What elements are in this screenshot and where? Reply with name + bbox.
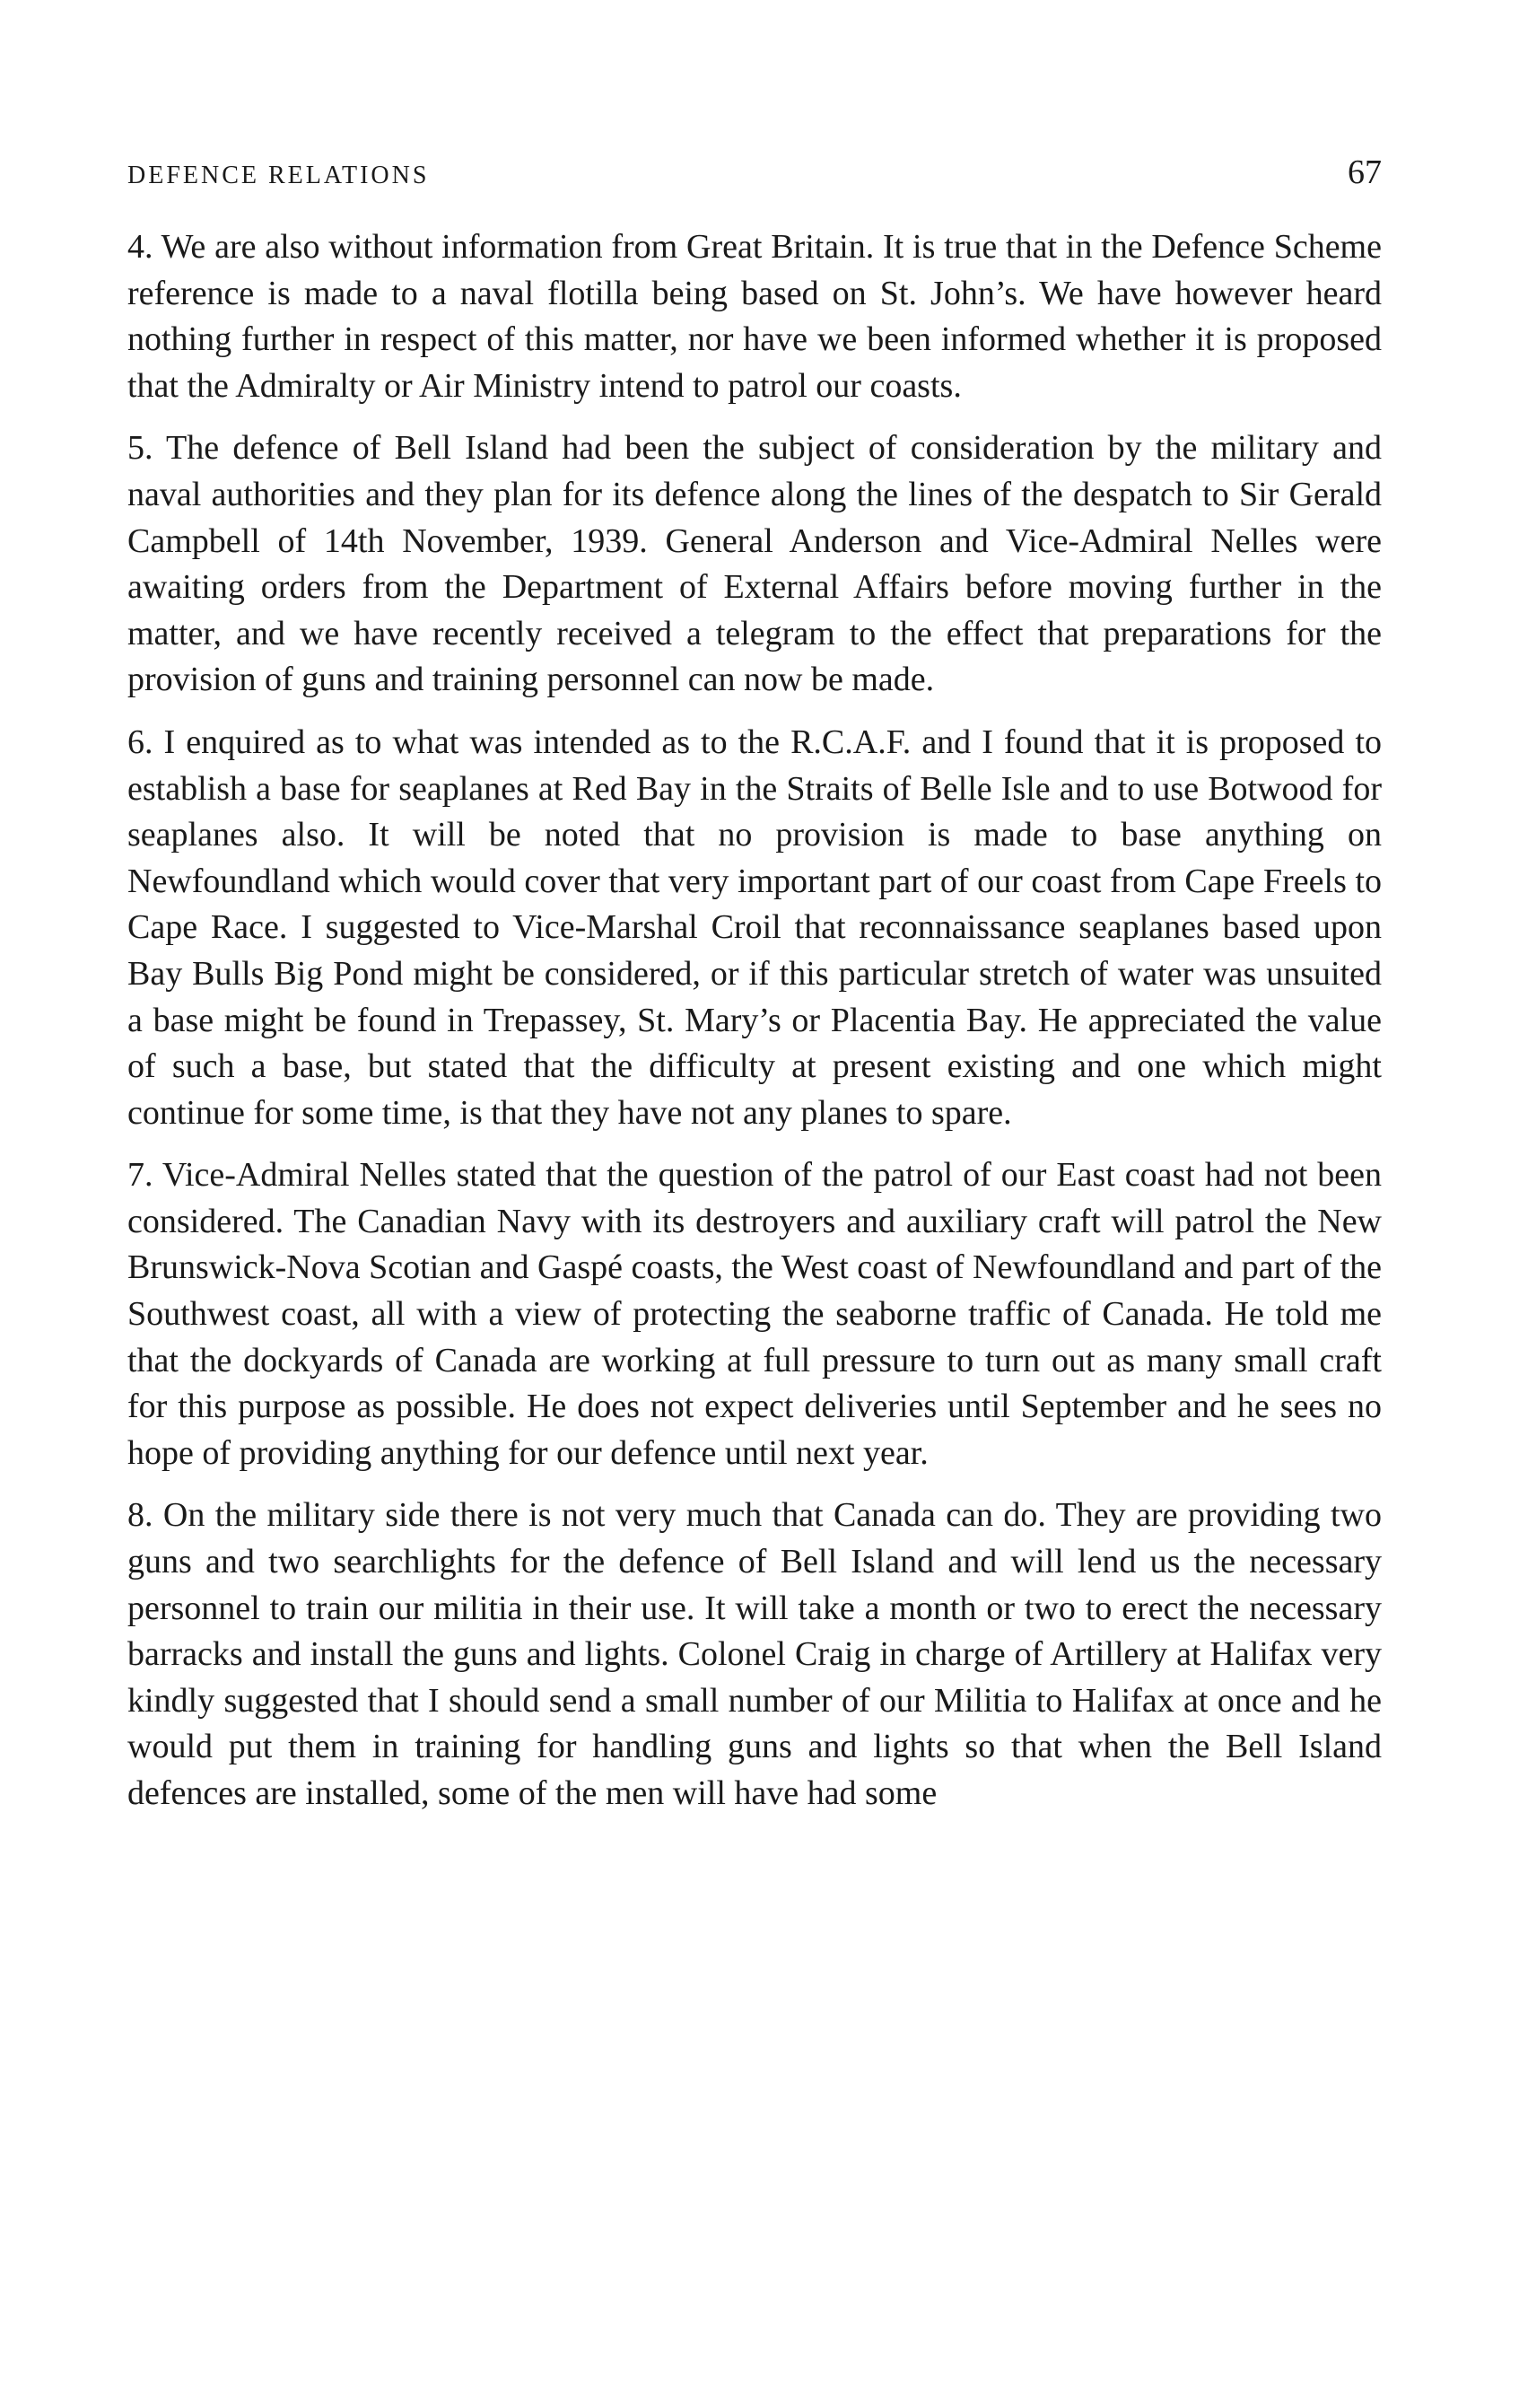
paragraph-text: We are also without information from Great Britain. It is true that in the Defence Scheme reference is made to a naval flotilla being based on St. John’s. We have however heard nothing further in respect of this matter, nor have we been informed whether it is proposed that the Admiralty or Air Ministry intend to patrol our coasts. xyxy=(127,228,1382,405)
document-page xyxy=(127,153,1382,1834)
page-number: 67 xyxy=(1348,153,1382,191)
paragraph-8 xyxy=(127,1493,1382,1817)
paragraph-number: 5. xyxy=(127,429,153,468)
paragraph-5 xyxy=(127,425,1382,704)
paragraph-number: 7. xyxy=(127,1156,153,1195)
running-title: DEFENCE RELATIONS xyxy=(127,162,430,189)
paragraph-text: The defence of Bell Island had been the subject of consideration by the military and naval authorities and they plan for its defence along the lines of the despatch to Sir Gerald Campbell of 14th November, 1939. General Anderson and Vice-Admiral Nelles were awaiting orders from the Department of External Affairs before moving further in the matter, and we have recently received a telegram to the effect that preparations for the provision of guns and training personnel can now be made. xyxy=(127,429,1382,699)
paragraph-4 xyxy=(127,224,1382,409)
running-header xyxy=(127,153,1382,206)
paragraph-text: I enquired as to what was intended as to the R.C.A.F. and I found that it is proposed to establish a base for seaplanes at Red Bay in the Straits of Belle Isle and to use Botwood for seaplanes also. It will be noted that no provision is made to base anything on Newfoundland which would cover that very important part of our coast from Cape Freels to Cape Race. I suggested to Vice-Marshal Croil that reconnaissance seaplanes based upon Bay Bulls Big Pond might be considered, or if this particular stretch of water was unsuited a base might be found in Trepassey, St. Mary’s or Placentia Bay. He appreciated the value of such a base, but stated that the difficulty at present existing and one which might continue for some time, is that they have not any planes to spare. xyxy=(127,722,1382,1132)
body-text xyxy=(127,224,1382,1817)
paragraph-number: 6. xyxy=(127,722,153,761)
paragraph-6 xyxy=(127,720,1382,1136)
paragraph-number: 4. xyxy=(127,228,153,266)
paragraph-number: 8. xyxy=(127,1496,153,1535)
paragraph-7 xyxy=(127,1152,1382,1476)
paragraph-text: Vice-Admiral Nelles stated that the question of the patrol of our East coast had not been considered. The Canadian Navy with its destroyers and auxiliary craft will patrol the New Brunswick-Nova Scotian and Gaspé coasts, the West coast of Newfoundland and part of the Southwest coast, all with a view of protecting the seaborne traffic of Canada. He told me that the dockyards of Canada are working at full pressure to turn out as many small craft for this purpose as possible. He does not expect deliveries until September and he sees no hope of providing anything for our defence until next year. xyxy=(127,1156,1382,1472)
paragraph-text: On the military side there is not very much that Canada can do. They are providing two guns and two searchlights for the defence of Bell Island and will lend us the necessary personnel to train our militia in their use. It will take a month or two to erect the necessary barracks and install the guns and lights. Colonel Craig in charge of Artillery at Halifax very kindly suggested that I should send a small number of our Militia to Halifax at once and he would put them in training for handling guns and lights so that when the Bell Island defences are installed, some of the men will have had some xyxy=(127,1496,1382,1812)
